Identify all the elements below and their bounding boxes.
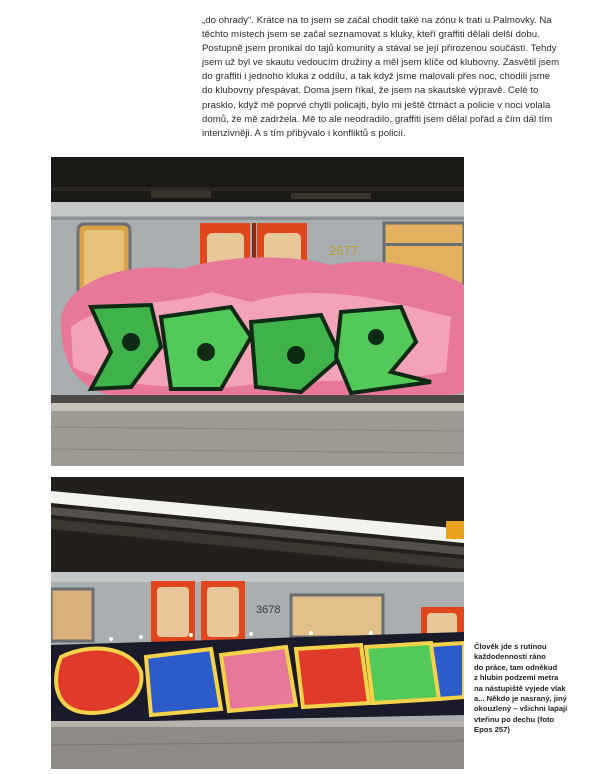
caption-line: vteřinu po dechu (foto <box>474 714 555 724</box>
caption-line: Epos 257) <box>474 725 510 735</box>
caption-line: každodenností ráno <box>474 652 546 662</box>
body-line: těchto místech jsem se začal seznamovat s kluky, kteří graffiti dělali delší dobu. <box>202 29 540 41</box>
photo-train-green-graffiti <box>51 157 464 466</box>
car-number: 2677 <box>329 243 358 258</box>
body-line: do graffiti i jednoho kluka z oddílu, a tak když jsme malovali přes noc, chodili jsme <box>202 71 551 83</box>
caption-line: na nástupiště vyjede vlak <box>474 683 566 693</box>
photo-bottom-illustration <box>51 477 464 769</box>
body-line: do klubovny přespávat. Doma jsem říkal, že jsem na skautské výpravě. Celé to <box>202 85 539 97</box>
body-line: jsem už byl ve skautu vedoucím družiny a měl jsem klíče od klubovny. Zasvětil jsem <box>202 57 560 69</box>
caption-line: okouzlený – všichni lapají <box>474 704 568 714</box>
body-line: intenzivněji. A s tím přibývalo i konfliktů s policií. <box>202 127 406 139</box>
photo-caption <box>474 642 594 736</box>
body-line: domů, že mě zadržela. Mě to ale neodradilo, graffiti jsem dělal pořád a čím dál tím <box>202 113 553 125</box>
body-text <box>202 14 592 141</box>
caption-line: do práce, tam odněkud <box>474 662 558 672</box>
caption-line: z hlubin podzemí metra <box>474 673 559 683</box>
caption-line: a... Někdo je nasraný, jiný <box>474 694 567 704</box>
car-number: 3678 <box>256 604 281 616</box>
photo-train-multicolor-graffiti <box>51 477 464 769</box>
body-line: „do ohrady“. Krátce na to jsem se začal chodit také na zónu k trati u Palmovky. Na <box>202 15 552 26</box>
caption-line: Člověk jde s rutinou <box>474 642 547 651</box>
body-line: Postupně jsem pronikal do tajů komunity a stával se její přirozenou součástí. Tehdy <box>202 43 557 55</box>
body-line: prasklo, když mě poprvé chytli policajti, bylo mi ještě čtrnáct a policie v noci volala <box>202 99 551 111</box>
photo-top-illustration <box>51 157 464 466</box>
